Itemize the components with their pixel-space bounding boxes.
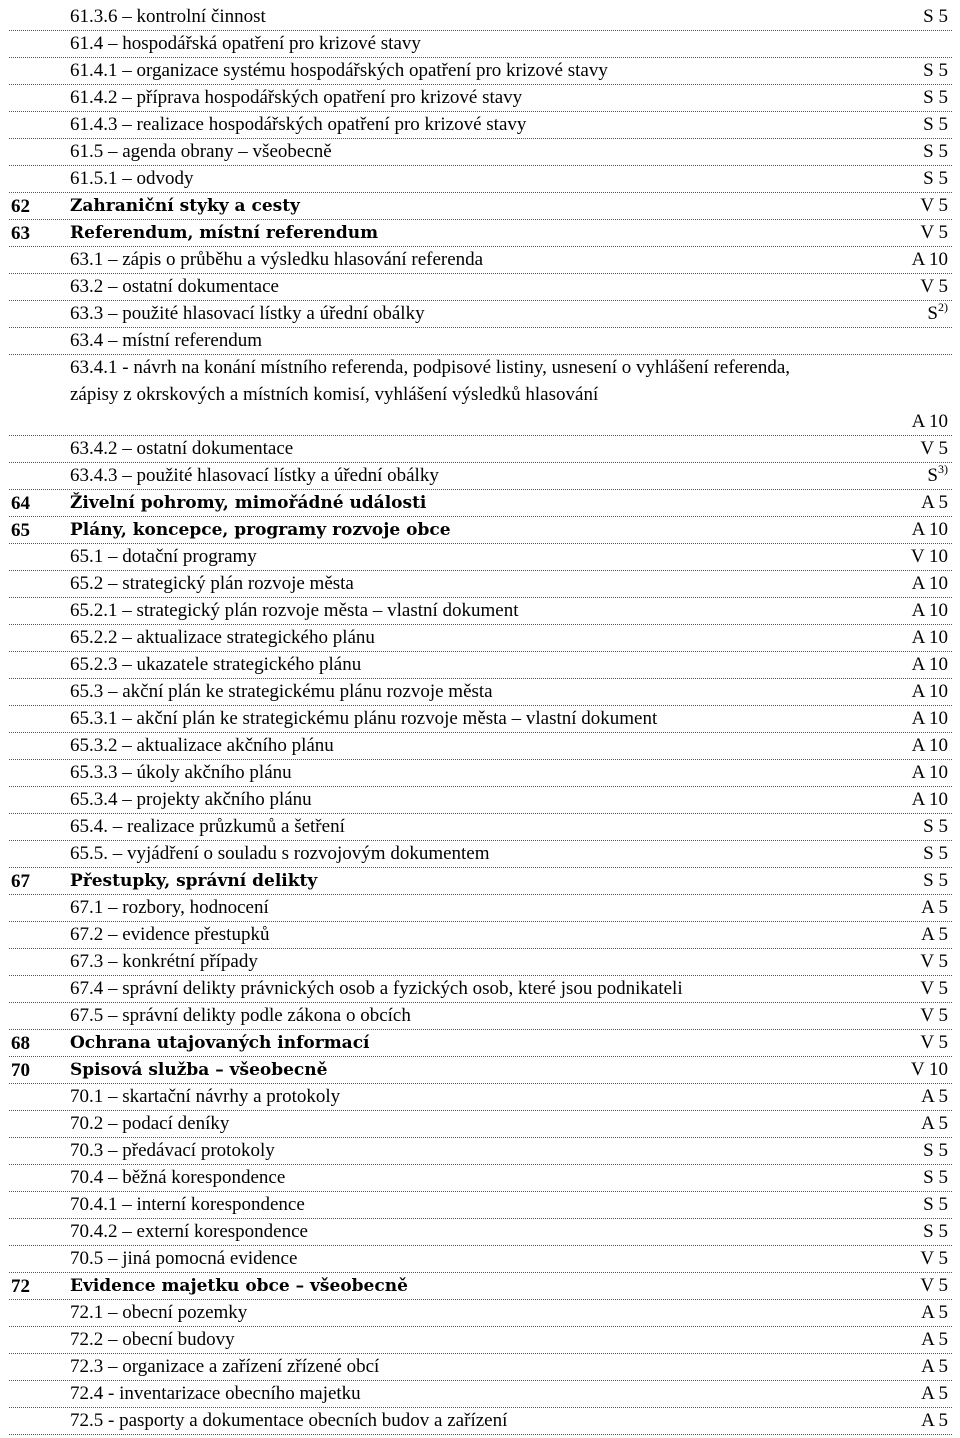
table-row: [9, 58, 952, 85]
table-row: [9, 787, 952, 814]
retention-code: [920, 437, 948, 461]
item-title: 61.3.6 – kontrolní činnost: [70, 6, 266, 27]
retention-code: [920, 275, 948, 299]
table-row: [9, 1111, 952, 1138]
file-plan-table: [9, 4, 952, 1435]
retention-code-value: A 5: [921, 1086, 948, 1107]
footnote-marker: 3): [938, 462, 948, 476]
footnote-marker: 2): [938, 300, 948, 314]
retention-code-value: A 10: [911, 411, 948, 432]
item-title: 65.2.3 – ukazatele strategického plánu: [70, 654, 362, 675]
table-row: [9, 1354, 952, 1381]
retention-code: [920, 1004, 948, 1028]
retention-code: [912, 680, 948, 704]
item-title: 70.4.2 – externí korespondence: [70, 1221, 308, 1242]
table-row: [9, 1084, 952, 1111]
retention-code: [912, 248, 948, 272]
retention-code: [921, 1085, 948, 1109]
item-title: 67.3 – konkrétní případy: [70, 951, 258, 972]
retention-code: [927, 464, 948, 488]
retention-code: [920, 1247, 948, 1271]
retention-code-value: A 5: [921, 1356, 948, 1377]
retention-code: [912, 653, 948, 677]
retention-code-value: A 10: [911, 789, 948, 810]
retention-code-value: V 5: [920, 1032, 948, 1053]
retention-code: [923, 140, 948, 164]
section-title: Spisová služba – všeobecně: [70, 1060, 328, 1080]
section-row: [9, 193, 952, 220]
retention-code: [921, 491, 948, 515]
item-title: 70.3 – předávací protokoly: [70, 1140, 275, 1161]
retention-code: [923, 59, 948, 83]
table-row: [9, 31, 952, 58]
table-row: [9, 1165, 952, 1192]
item-title: 63.4 – místní referendum: [70, 330, 263, 351]
item-title: 61.5 – agenda obrany – všeobecně: [70, 141, 332, 162]
item-title: 70.1 – skartační návrhy a protokoly: [70, 1086, 341, 1107]
retention-code: [912, 626, 948, 650]
item-title: 72.5 - pasporty a dokumentace obecních budov a zařízení: [70, 1410, 508, 1431]
retention-code-value: A 10: [911, 735, 948, 756]
table-row: [9, 355, 952, 436]
retention-code: [912, 572, 948, 596]
section-title: Ochrana utajovaných informací: [70, 1033, 370, 1053]
item-title: 65.2.1 – strategický plán rozvoje města – vlastní dokument: [70, 600, 519, 621]
table-row: [9, 976, 952, 1003]
retention-code-value: V 5: [920, 222, 948, 243]
table-row: [9, 1300, 952, 1327]
retention-code-value: S 5: [923, 843, 948, 864]
retention-code: [920, 977, 948, 1001]
retention-code: [920, 194, 948, 218]
retention-code: [923, 1220, 948, 1244]
section-title: Plány, koncepce, programy rozvoje obce: [70, 520, 451, 540]
retention-code-value: A 5: [921, 1302, 948, 1323]
table-row: [9, 1219, 952, 1246]
retention-code: [921, 896, 948, 920]
retention-code-value: A 5: [921, 1410, 948, 1431]
table-row: [9, 679, 952, 706]
table-row: [9, 895, 952, 922]
retention-code: [912, 734, 948, 758]
retention-code: [923, 1193, 948, 1217]
table-row: [9, 4, 952, 31]
table-row: [9, 1138, 952, 1165]
item-title: 63.4.1 - návrh na konání místního referenda, podpisové listiny, usnesení o vyhlášení referenda, zápisy z okrskových a místních komisí, vyhlášení výsledků hlasování: [70, 357, 791, 405]
section-row: [9, 517, 952, 544]
retention-code-value: S 5: [923, 1221, 948, 1242]
retention-code: [920, 950, 948, 974]
retention-code: [921, 1382, 948, 1406]
section-number: 70: [11, 1060, 30, 1081]
table-row: [9, 1381, 952, 1408]
section-title: Zahraniční styky a cesty: [70, 196, 300, 216]
retention-code: [923, 815, 948, 839]
retention-code-value: V 10: [910, 1059, 948, 1080]
item-title: 72.3 – organizace a zařízení zřízené obcí: [70, 1356, 380, 1377]
retention-code: [920, 1031, 948, 1055]
section-number: 63: [11, 223, 30, 244]
retention-code: [921, 923, 948, 947]
item-title: 65.2.2 – aktualizace strategického plánu: [70, 627, 375, 648]
retention-code: [920, 221, 948, 245]
item-title: 67.1 – rozbory, hodnocení: [70, 897, 269, 918]
table-row: [9, 625, 952, 652]
item-title: 72.2 – obecní budovy: [70, 1329, 235, 1350]
retention-code-value: A 10: [911, 681, 948, 702]
retention-code: [921, 1328, 948, 1352]
section-number: 67: [11, 871, 30, 892]
retention-code-value: S 5: [923, 60, 948, 81]
section-row: [9, 490, 952, 517]
retention-code: [923, 842, 948, 866]
retention-code-value: V 5: [920, 438, 948, 459]
retention-code-value: S 5: [923, 87, 948, 108]
section-title: Referendum, místní referendum: [70, 223, 379, 243]
item-title: 65.3.3 – úkoly akčního plánu: [70, 762, 292, 783]
table-row: [9, 733, 952, 760]
section-number: 64: [11, 493, 30, 514]
table-row: [9, 1192, 952, 1219]
retention-code-value: S 5: [923, 114, 948, 135]
item-title: 65.2 – strategický plán rozvoje města: [70, 573, 354, 594]
retention-code: [923, 113, 948, 137]
table-row: [9, 1246, 952, 1273]
section-title: Evidence majetku obce – všeobecně: [70, 1276, 408, 1296]
retention-code-value: A 5: [921, 924, 948, 945]
retention-code-value: A 10: [911, 762, 948, 783]
item-title: 61.4.3 – realizace hospodářských opatření pro krizové stavy: [70, 114, 527, 135]
retention-code: [912, 518, 948, 542]
retention-code: [923, 1139, 948, 1163]
item-title: 65.3.1 – akční plán ke strategickému plánu rozvoje města – vlastní dokument: [70, 708, 658, 729]
table-row: [9, 1327, 952, 1354]
retention-code-value: A 5: [921, 1329, 948, 1350]
retention-code: [921, 1112, 948, 1136]
table-row: [9, 85, 952, 112]
table-row: [9, 328, 952, 355]
item-title: 65.5. – vyjádření o souladu s rozvojovým dokumentem: [70, 843, 490, 864]
retention-code-value: S 5: [923, 870, 948, 891]
retention-code: [912, 707, 948, 731]
retention-code: [912, 788, 948, 812]
item-title: 61.4.1 – organizace systému hospodářských opatření pro krizové stavy: [70, 60, 608, 81]
retention-code-value: V 5: [920, 1005, 948, 1026]
item-title: 63.2 – ostatní dokumentace: [70, 276, 279, 297]
retention-code: [921, 1409, 948, 1433]
retention-code: [927, 302, 948, 326]
retention-code-value: A 5: [921, 492, 948, 513]
retention-code-value: A 5: [921, 897, 948, 918]
retention-code: [921, 1301, 948, 1325]
section-row: [9, 1030, 952, 1057]
item-title: 65.3.4 – projekty akčního plánu: [70, 789, 312, 810]
table-row: [9, 544, 952, 571]
retention-code: [912, 410, 948, 434]
item-title: 67.5 – správní delikty podle zákona o obcích: [70, 1005, 411, 1026]
retention-code-value: V 5: [920, 1275, 948, 1296]
retention-code-value: S 5: [923, 1140, 948, 1161]
retention-code-value: V 5: [920, 195, 948, 216]
retention-code-value: V 5: [920, 978, 948, 999]
table-row: [9, 436, 952, 463]
table-row: [9, 274, 952, 301]
retention-code-value: V 5: [920, 1248, 948, 1269]
item-title: 70.2 – podací deníky: [70, 1113, 230, 1134]
retention-code-value: A 5: [921, 1383, 948, 1404]
retention-code-value: A 10: [911, 654, 948, 675]
retention-code-value: V 5: [920, 951, 948, 972]
retention-code-value: S 5: [923, 816, 948, 837]
table-row: [9, 598, 952, 625]
item-title: 65.3.2 – aktualizace akčního plánu: [70, 735, 334, 756]
section-number: 68: [11, 1033, 30, 1054]
retention-code-value: S 5: [923, 1167, 948, 1188]
item-title: 67.4 – správní delikty právnických osob a fyzických osob, které jsou podnikateli: [70, 978, 683, 999]
retention-code: [911, 545, 948, 569]
item-title: 70.4.1 – interní korespondence: [70, 1194, 305, 1215]
table-row: [9, 112, 952, 139]
item-title: 70.5 – jiná pomocná evidence: [70, 1248, 298, 1269]
retention-code-value: S: [927, 465, 938, 486]
retention-code-value: A 10: [911, 708, 948, 729]
table-row: [9, 463, 952, 490]
item-title: 61.4.2 – příprava hospodářských opatření pro krizové stavy: [70, 87, 523, 108]
item-title: 63.4.3 – použité hlasovací lístky a úřední obálky: [70, 465, 439, 486]
table-row: [9, 1003, 952, 1030]
table-row: [9, 247, 952, 274]
retention-code: [921, 1355, 948, 1379]
table-row: [9, 139, 952, 166]
retention-code-value: S 5: [923, 168, 948, 189]
item-title: 63.4.2 – ostatní dokumentace: [70, 438, 294, 459]
retention-code: [923, 86, 948, 110]
item-title: 63.3 – použité hlasovací lístky a úřední obálky: [70, 303, 425, 324]
retention-code-value: V 5: [920, 276, 948, 297]
retention-code: [923, 869, 948, 893]
retention-code: [923, 1166, 948, 1190]
item-title: 63.1 – zápis o průběhu a výsledku hlasování referenda: [70, 249, 484, 270]
item-title: 61.4 – hospodářská opatření pro krizové stavy: [70, 33, 421, 54]
table-row: [9, 301, 952, 328]
table-row: [9, 760, 952, 787]
section-title: Živelní pohromy, mimořádné události: [70, 493, 427, 513]
section-number: 62: [11, 196, 30, 217]
retention-code-value: A 10: [911, 519, 948, 540]
table-row: [9, 571, 952, 598]
retention-code-value: V 10: [910, 546, 948, 567]
retention-code: [920, 1274, 948, 1298]
table-row: [9, 841, 952, 868]
table-row: [9, 706, 952, 733]
retention-code-value: A 5: [921, 1113, 948, 1134]
table-row: [9, 166, 952, 193]
retention-code-value: A 10: [911, 627, 948, 648]
item-title: 70.4 – běžná korespondence: [70, 1167, 286, 1188]
table-row: [9, 1408, 952, 1435]
section-row: [9, 1273, 952, 1300]
retention-code: [911, 1058, 948, 1082]
item-title: 72.1 – obecní pozemky: [70, 1302, 248, 1323]
retention-code: [923, 167, 948, 191]
retention-code-value: A 10: [911, 573, 948, 594]
item-title: 65.3 – akční plán ke strategickému plánu rozvoje města: [70, 681, 493, 702]
retention-code-value: A 10: [911, 249, 948, 270]
section-title: Přestupky, správní delikty: [70, 871, 318, 891]
retention-code: [912, 761, 948, 785]
item-title: 65.1 – dotační programy: [70, 546, 257, 567]
retention-code-value: S 5: [923, 141, 948, 162]
retention-code-value: S 5: [923, 1194, 948, 1215]
retention-code-value: A 10: [911, 600, 948, 621]
item-title: 72.4 - inventarizace obecního majetku: [70, 1383, 361, 1404]
table-row: [9, 652, 952, 679]
table-row: [9, 814, 952, 841]
section-row: [9, 868, 952, 895]
retention-code: [923, 5, 948, 29]
item-title: 65.4. – realizace průzkumů a šetření: [70, 816, 345, 837]
item-title: 61.5.1 – odvody: [70, 168, 194, 189]
retention-code-value: S: [927, 303, 938, 324]
section-row: [9, 1057, 952, 1084]
retention-code: [912, 599, 948, 623]
section-number: 72: [11, 1276, 30, 1297]
table-row: [9, 922, 952, 949]
section-number: 65: [11, 520, 30, 541]
table-row: [9, 949, 952, 976]
section-row: [9, 220, 952, 247]
item-title: 67.2 – evidence přestupků: [70, 924, 270, 945]
retention-code-value: S 5: [923, 6, 948, 27]
